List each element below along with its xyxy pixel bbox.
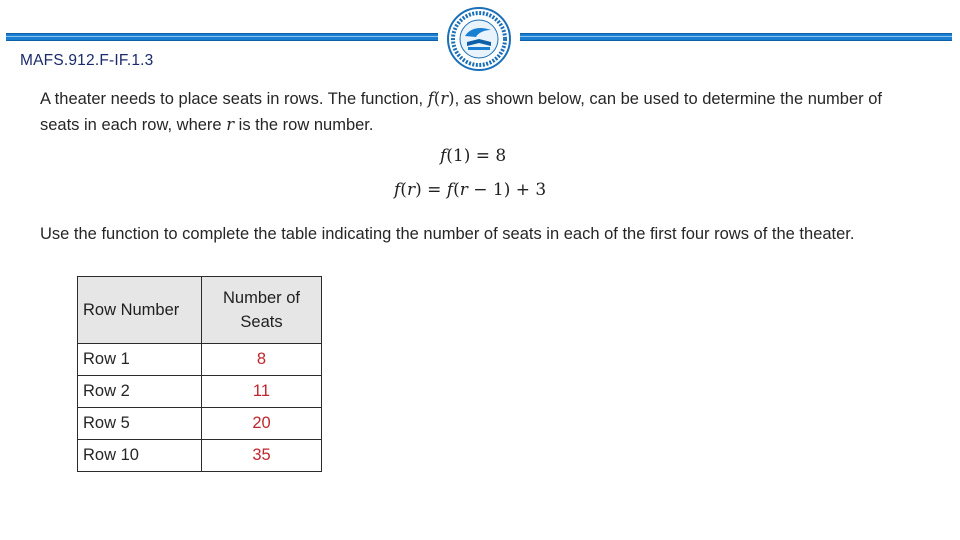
seats-value-cell: 20 (202, 408, 322, 440)
column-header-number-of-seats: Number of Seats (202, 277, 322, 344)
table-row (78, 408, 322, 440)
standard-code: MAFS.912.F-IF.1.3 (20, 52, 154, 69)
header-divider-right (520, 33, 952, 41)
seats-value-cell: 35 (202, 440, 322, 472)
problem-statement: A theater needs to place seats in rows. The function, f(r), as shown below, can be used to determine the number of seats in each row, where r is the row number. (40, 89, 882, 134)
table-row (78, 376, 322, 408)
seats-table (77, 276, 322, 472)
column-header-row-number: Row Number (78, 277, 202, 344)
school-seal-icon (446, 6, 512, 72)
equation-initial-value: f(1) = 8 (440, 146, 507, 166)
row-label-cell: Row 1 (78, 344, 202, 376)
seats-value-cell: 8 (202, 344, 322, 376)
equation-recursive-rule: f(r) = f(r − 1) + 3 (394, 180, 547, 200)
row-label-cell: Row 5 (78, 408, 202, 440)
table-row (78, 440, 322, 472)
seats-value-cell: 11 (202, 376, 322, 408)
table-row (78, 344, 322, 376)
row-label-cell: Row 2 (78, 376, 202, 408)
header-divider-left (6, 33, 438, 41)
table-header-row (78, 277, 322, 344)
table-instructions: Use the function to complete the table indicating the number of seats in each of the first four rows of the theater. (40, 225, 855, 243)
row-label-cell: Row 10 (78, 440, 202, 472)
